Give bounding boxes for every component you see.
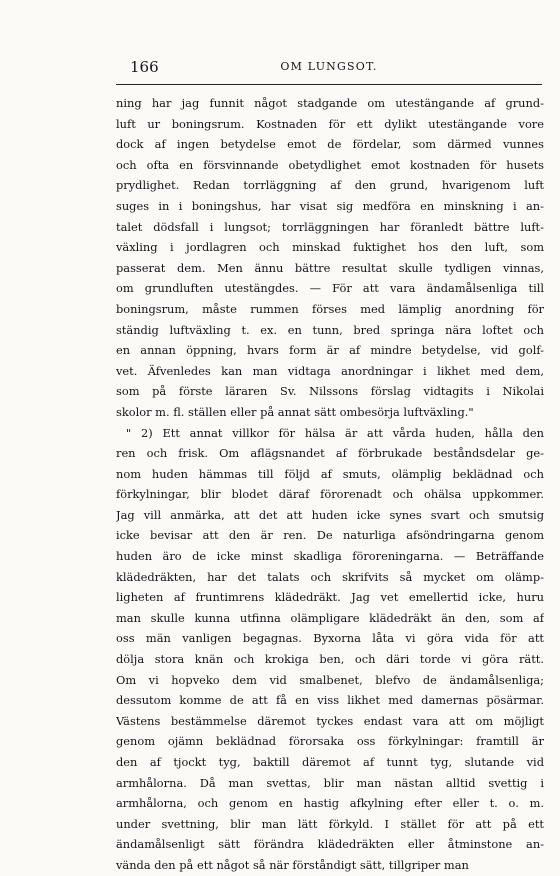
page-number: 166 xyxy=(130,58,159,76)
text-line: talet dödsfall i lungsot; torrläggningen har föranledt bättre luft- xyxy=(116,219,544,234)
text-line: nom huden hämmas till följd af smuts, olämplig beklädnad och xyxy=(116,466,544,481)
text-line: och ofta en försvinnande obetydlighet emot kostnaden för husets xyxy=(116,157,544,172)
text-line: Om vi hopveko dem vid smalbenet, blefvo de ändamålsenliga; xyxy=(116,672,544,687)
text-line: armhålorna, och genom en hastig afkylning efter eller t. o. m. xyxy=(116,796,544,811)
text-line: armhålorna. Då man svettas, blir man nästan alltid svettig i xyxy=(116,775,544,790)
text-line: som på förste läraren Sv. Nilssons förslag vidtagits i Nikolai xyxy=(116,384,544,399)
page-header xyxy=(116,58,542,82)
text-line: ligheten af fruntimrens klädedräkt. Jag vet emellertid icke, huru xyxy=(116,590,544,605)
text-line: icke bevisar att den är ren. De naturliga afsöndringarna genom xyxy=(116,528,544,543)
text-line: om grundluften utestängdes. — För att vara ändamålsenliga till xyxy=(116,281,544,296)
text-line: " 2) Ett annat villkor för hälsa är att vårda huden, hålla den xyxy=(126,425,544,440)
text-line: luft ur boningsrum. Kostnaden för ett dylikt utestängande vore xyxy=(116,116,544,131)
text-line: skolor m. fl. ställen eller på annat sätt ombesörja luftväxling." xyxy=(116,404,474,419)
text-line: klädedräkten, har det talats och skrifvits så mycket om olämp- xyxy=(116,569,544,584)
text-line: boningsrum, måste rummen förses med lämplig anordning för xyxy=(116,301,544,316)
text-line: ren och frisk. Om aflägsnandet af förbrukade beståndsdelar ge- xyxy=(116,446,544,461)
text-line: en annan öppning, hvars form är af mindre betydelse, vid golf- xyxy=(116,343,544,358)
text-line: man skulle kunna utfinna olämpligare klädedräkt än den, som af xyxy=(116,610,544,625)
text-line: passerat dem. Men ännu bättre resultat skulle tydligen vinnas, xyxy=(116,260,544,275)
text-line: den af tjockt tyg, baktill däremot af tunnt tyg, slutande vid xyxy=(116,755,544,769)
text-line: ständig luftväxling t. ex. en tunn, bred springa nära loftet och xyxy=(116,322,544,337)
text-line: oss män vanligen begagnas. Byxorna låta vi göra vida för att xyxy=(116,631,544,646)
text-line: dessutom komme de att få en viss likhet med damernas pösärmar. xyxy=(116,693,544,708)
text-line: under svettning, blir man lätt förkyld. I stället för att på ett xyxy=(116,816,544,831)
text-line: växling i jordlagren och minskad fuktighet hos den luft, som xyxy=(116,240,544,255)
text-line: vända den på ett något så när förståndigt sätt, tillgriper man xyxy=(116,857,469,872)
text-line: prydlighet. Redan torrläggning af den grund, hvarigenom luft xyxy=(116,178,544,193)
text-line: förkylningar, blir blodet däraf förorenadt och ohälsa uppkommer. xyxy=(116,487,544,502)
text-line: huden äro de icke minst skadliga föroreningarna. — Beträffande xyxy=(116,549,544,564)
text-line: vet. Äfvenledes kan man vidtaga anordningar i likhet med dem, xyxy=(116,363,544,378)
text-line: suges in i boningshus, har visat sig medföra en minskning i an- xyxy=(116,198,544,213)
text-line: Västens bestämmelse däremot tyckes endast vara att om möjligt xyxy=(116,713,544,728)
text-line: genom ojämn beklädnad förorsaka oss förkylningar: framtill är xyxy=(116,734,544,749)
text-line: ändamålsenligt sätt förändra klädedräkten eller åtminstone an- xyxy=(116,837,544,852)
text-line: dölja stora knän och krokiga ben, och däri torde vi göra rätt. xyxy=(116,652,544,667)
text-line: dock af ingen betydelse emot de fördelar, som därmed vunnes xyxy=(116,137,544,152)
body-text xyxy=(116,93,544,876)
running-title: OM LUNGSOT. xyxy=(280,60,378,73)
header-rule xyxy=(116,84,542,85)
text-line: ning har jag funnit något stadgande om utestängande af grund- xyxy=(116,96,544,110)
text-line: Jag vill anmärka, att det att huden icke synes svart och smutsig xyxy=(116,507,544,522)
